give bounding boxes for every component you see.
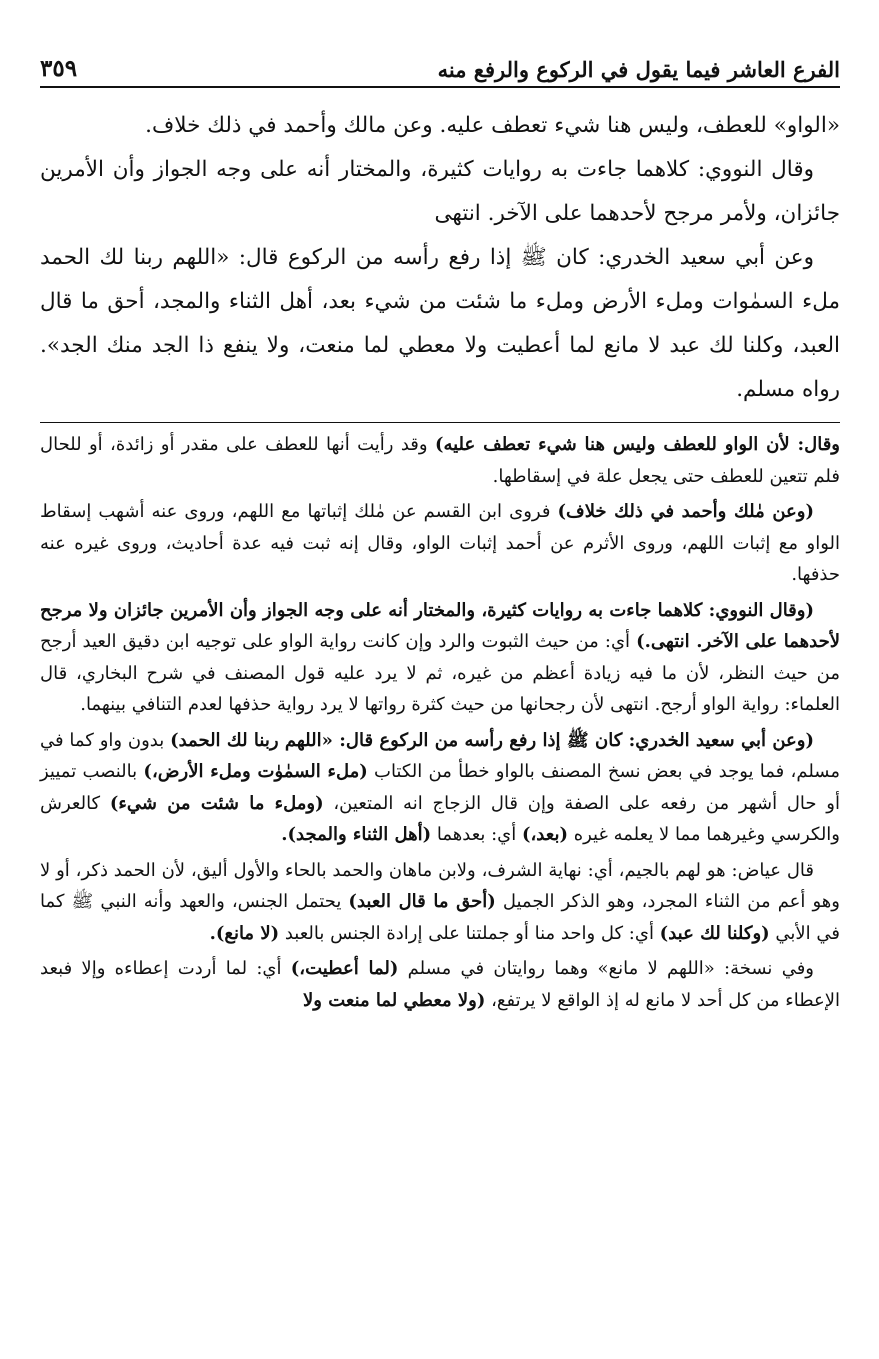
commentary-text: أي: لما أردت إعطاءه وإلا فبعد الإعطاء من كل أحد لا مانع له إذ الواقع لا يرتفع، [40, 958, 840, 1011]
quoted-phrase: (وملء ما شئت من شيء) [109, 792, 324, 814]
main-paragraph: وعن أبي سعيد الخدري: كان ﷺ إذا رفع رأسه من الركوع قال: «اللهم ربنا لك الحمد ملء السمٰوات وملء الأرض وملء ما شئت من شيء بعد، أهل الثناء والمجد، أحق ما قال العبد، وكلنا لك عبد لا مانع لما أعطيت ولا معطي لما منعت، ولا ينفع ذا الجد منك الجد». رواه مسلم. [40, 245, 840, 402]
page-number: ٣٥٩ [40, 55, 78, 82]
quoted-phrase: (ملء السمٰوٰت وملء الأرض،) [143, 761, 368, 782]
quoted-phrase: (وقال النووي: كلاهما جاءت به روايات كثيرة، والمختار أنه على وجه الجواز وأن الأمرين جائزان ولا مرجح لأحدهما على الآخر. انتهى.) [40, 599, 841, 652]
quoted-phrase: (أهل الثناء والمجد). [281, 824, 432, 845]
commentary-text: أي: من حيث الثبوت والرد وإن كانت رواية الواو على توجيه ابن دقيق العيد أرجح من حيث النظر، لأن ما فيه زيادة أعظم من غيره، ثم لا يرد عليه قول المصنف في شرح البخاري، قال العلماء: رواية الواو أرجح. انتهى لأن رجحانها من حيث كثرة رواتها لا يرد رواية حذفها لعدم التنافي بينهما. [40, 631, 840, 715]
quoted-phrase: (ولا معطي لما منعت ولا [302, 989, 486, 1011]
commentary-text: قال عياض: هو لهم بالجيم، أي: نهاية الشرف، ولابن ماهان والحمد بالحاء والأول أليق، لأن الحمد ذكر، أو لا وهو أعم من الثناء المجرد، وهو الذكر الجميل [40, 859, 840, 912]
commentary-text: كالعرش والكرسي وغيرهما مما لا يعلمه غيره [40, 792, 840, 845]
main-paragraph: «الواو» للعطف، وليس هنا شيء تعطف عليه. وعن مالك وأحمد في ذلك خلاف. [145, 113, 840, 138]
main-paragraph: وقال النووي: كلاهما جاءت به روايات كثيرة، والمختار أنه على وجه الجواز وأن الأمرين جائزان، ولأمر مرجح لأحدهما على الآخر. انتهى [40, 157, 840, 226]
commentary-text: بدون واو كما في مسلم، فما يوجد في بعض نسخ المصنف بالواو خطأ من الكتاب [40, 729, 840, 782]
commentary-paragraph [40, 429, 840, 492]
quoted-phrase: (أحق ما قال العبد) [348, 891, 496, 912]
commentary-text: يحتمل الجنس، والعهد وأنه النبي ﷺ كما في الأبي [40, 891, 840, 944]
commentary-text: وفي نسخة: «اللهم لا مانع» وهما روايتان في مسلم [398, 958, 814, 979]
commentary-paragraph [40, 855, 840, 950]
commentary [40, 429, 840, 1016]
page-header [40, 50, 840, 88]
commentary-paragraph [40, 953, 840, 1016]
commentary-text: بالنصب تمييز أو حال أشهر من رفعه على الصفة وإن قال الزجاج انه المتعين، [40, 761, 840, 814]
commentary-text: أي: بعدهما [431, 824, 522, 845]
quoted-phrase: (وعن مٰلك وأحمد في ذلك خلاف) [557, 501, 814, 522]
running-title: الفرع العاشر فيما يقول في الركوع والرفع منه [437, 57, 840, 82]
quoted-phrase: (لما أعطيت،) [290, 958, 399, 979]
quoted-phrase: (لا مانع). [209, 922, 280, 944]
main-text [40, 104, 840, 412]
quoted-phrase: (وعن أبي سعيد الخدري: كان ﷺ إذا رفع رأسه من الركوع قال: «اللهم ربنا لك الحمد) [170, 729, 814, 751]
commentary-paragraph [40, 725, 840, 851]
separator-line [40, 422, 840, 423]
quoted-phrase: وقال: لأن الواو للعطف وليس هنا شيء تعطف عليه) [434, 434, 840, 455]
quoted-phrase: (وكلنا لك عبد) [659, 922, 770, 944]
quoted-phrase: (بعد،) [521, 824, 568, 845]
commentary-text: أي: كل واحد منا أو جملتنا على إرادة الجنس بالعبد [279, 922, 660, 944]
commentary-paragraph [40, 496, 840, 591]
commentary-text: فروى ابن القسم عن مٰلك إثباتها مع اللهم، وروى عنه أشهب إسقاط الواو مع إثبات اللهم، وروى الأثرم عن أحمد إثبات الواو، وقال إنه ثبت فيه عدة أحاديث، وروى غيره عنه حذفها. [40, 501, 840, 585]
book-page [40, 50, 840, 1020]
commentary-paragraph [40, 595, 840, 721]
commentary-text: وقد رأيت أنها للعطف على مقدر أو زائدة، أو للحال فلم تتعين للعطف حتى يجعل علة في إسقاطها. [40, 434, 840, 487]
